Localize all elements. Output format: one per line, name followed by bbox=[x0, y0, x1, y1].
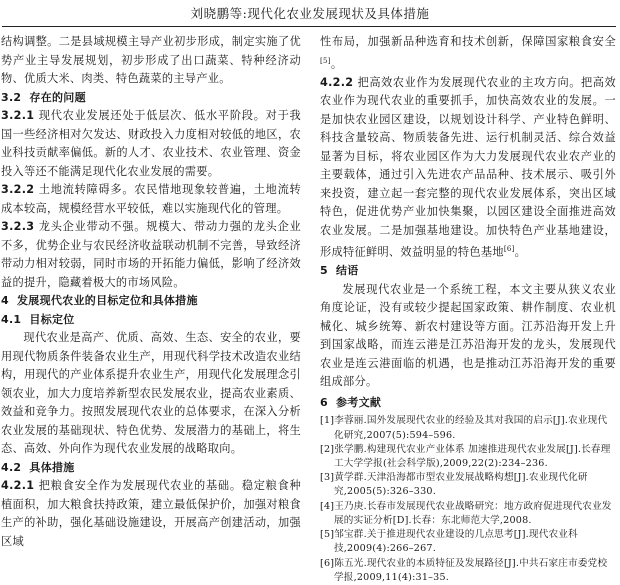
reference-list bbox=[320, 414, 616, 584]
reference-item: [3]黄学群.天津沿海都市型农业发展战略构想[J].农业现代化研究,2005(5):326–330. bbox=[320, 472, 588, 498]
section-heading-4-2: 4.2 具体措施 bbox=[1, 460, 75, 474]
section-heading-references: 6 参考文献 bbox=[320, 395, 382, 409]
running-header: 刘晓鹏等:现代化农业发展现状及具体措施 bbox=[190, 6, 430, 21]
right-column bbox=[320, 33, 616, 583]
section-heading-3-2: 3.2 存在的问题 bbox=[1, 90, 86, 104]
header-rule bbox=[2, 26, 616, 27]
reference-item: [2]张学鹏.构建现代农业产业体系 加速推进现代农业发展[J].长春理工大学学报(社会科学版),2009,22(2):234–236. bbox=[320, 443, 611, 470]
reference-item: [5]邹宝群.关于推进现代农业建设的几点思考[J].现代农业科技,2009(4):266–267. bbox=[320, 529, 578, 555]
section-heading-5: 5 结语 bbox=[320, 264, 359, 278]
left-column bbox=[1, 33, 301, 548]
section-heading-4-1: 4.1 目标定位 bbox=[1, 312, 75, 326]
section-heading-4: 4 发展现代农业的目标定位和具体措施 bbox=[1, 294, 198, 307]
paragraph-continuation: 结构调整。二是县域规模主导产业初步形成，制定实施了优势产业主导发展规划，初步形成了出口蔬菜、特种经济动物、优质大米、肉类、特色蔬菜的主导产业。 bbox=[1, 35, 301, 85]
reference-item: [1]李蓉丽.国外发展现代农业的经验及其对我国的启示[J].农业现代化研究,2007(5):594–596. bbox=[320, 415, 608, 441]
paragraph-3-2-2: 3.2.2 土地流转障碍多。农民惜地现象较普遍，土地流转成本较高，规模经营水平较低，难以实施现代化的管理。 bbox=[1, 183, 301, 215]
paragraph-4-2-1-continued: 性布局，加强新品种选育和技术创新，保障国家粮食安全[5]。 bbox=[320, 35, 616, 71]
reference-item: [4]王乃庚.长春市发展现代农业战略研究：地方政府促进现代农业发展的实证分析[D].长春：东北师范大学,2008. bbox=[320, 500, 612, 526]
paragraph-4-2-2: 4.2.2 把高效农业作为发展现代农业的主攻方向。把高效农业作为现代农业的重要抓手，加快高效农业的发展。一是加快农业园区建设，以规划设计科学、产业特色鲜明、科技含量较高、物质装备先进、运行机制灵活、综合效益显著为目标，将农业园区作为大力发展现代农业农产业的主要载体，通过引入先进农产品品种、技术展示、吸引外来投资，建立起一套完整的现代农业发展体系，突出区域特色，促进优势产业加快集聚，以园区建设全面推进高效农业发展。二是加强基地建设。加快特色产业基地建设，形成特征鲜明、效益明显的特色基地[6]。 bbox=[320, 75, 616, 259]
paragraph-3-2-1: 3.2.1 现代农业发展还处于低层次、低水平阶段。对于我国一些经济相对欠发达、财政投入力度相对较低的地区，农业科技贡献率偏低。新的人才、农业技术、农业管理、资金投入等还不能满足现代化农业发展的需要。 bbox=[1, 109, 301, 178]
paragraph-4-2-1: 4.2.1 把粮食安全作为发展现代农业的基础。稳定粮食种植面积，加大粮食扶持政策，建立最低保护价，加强对粮食生产的补助，强化基础设施建设，开展高产创建活动，加强区域 bbox=[1, 479, 301, 548]
reference-item: [6]陈五光.现代农业的本质特征及发展路径[J].中共石家庄市委党校学报,2009,11(4):31–35. bbox=[320, 557, 608, 583]
paragraph-conclusion: 发展现代农业是一个系统工程，本文主要从狭义农业角度论证，没有或较少提起国家政策、耕作制度、农业机械化、城乡统筹、新农村建设等方面。江苏沿海开发上升到国家战略，而连云港是江苏沿海开发的龙头，发展现代农业是连云港面临的机遇，也是推动江苏沿海开发的重要组成部分。 bbox=[320, 282, 616, 389]
paragraph-3-2-3: 3.2.3 龙头企业带动不强。规模大、带动力强的龙头企业不多，优势企业与农民经济收益联动机制不完善，导致经济带动力相对较弱，同时市场的开拓能力偏低，影响了经济效益的提升，隐藏着极大的市场风险。 bbox=[1, 220, 301, 289]
paragraph-4-1: 现代农业是高产、优质、高效、生态、安全的农业，要用现代物质条件装备农业生产，用现代科学技术改造农业结构，用现代的产业体系提升农业生产，用现代化发展理念引领农业，加大力度培养新型农民发展农业，提高农业素质、效益和竞争力。按照发展现代农业的总体要求，在深入分析农业发展的基础现状、特色优势、发展潜力的基础上，将生态、高效、外向作为现代农业发展的战略取向。 bbox=[1, 331, 301, 455]
